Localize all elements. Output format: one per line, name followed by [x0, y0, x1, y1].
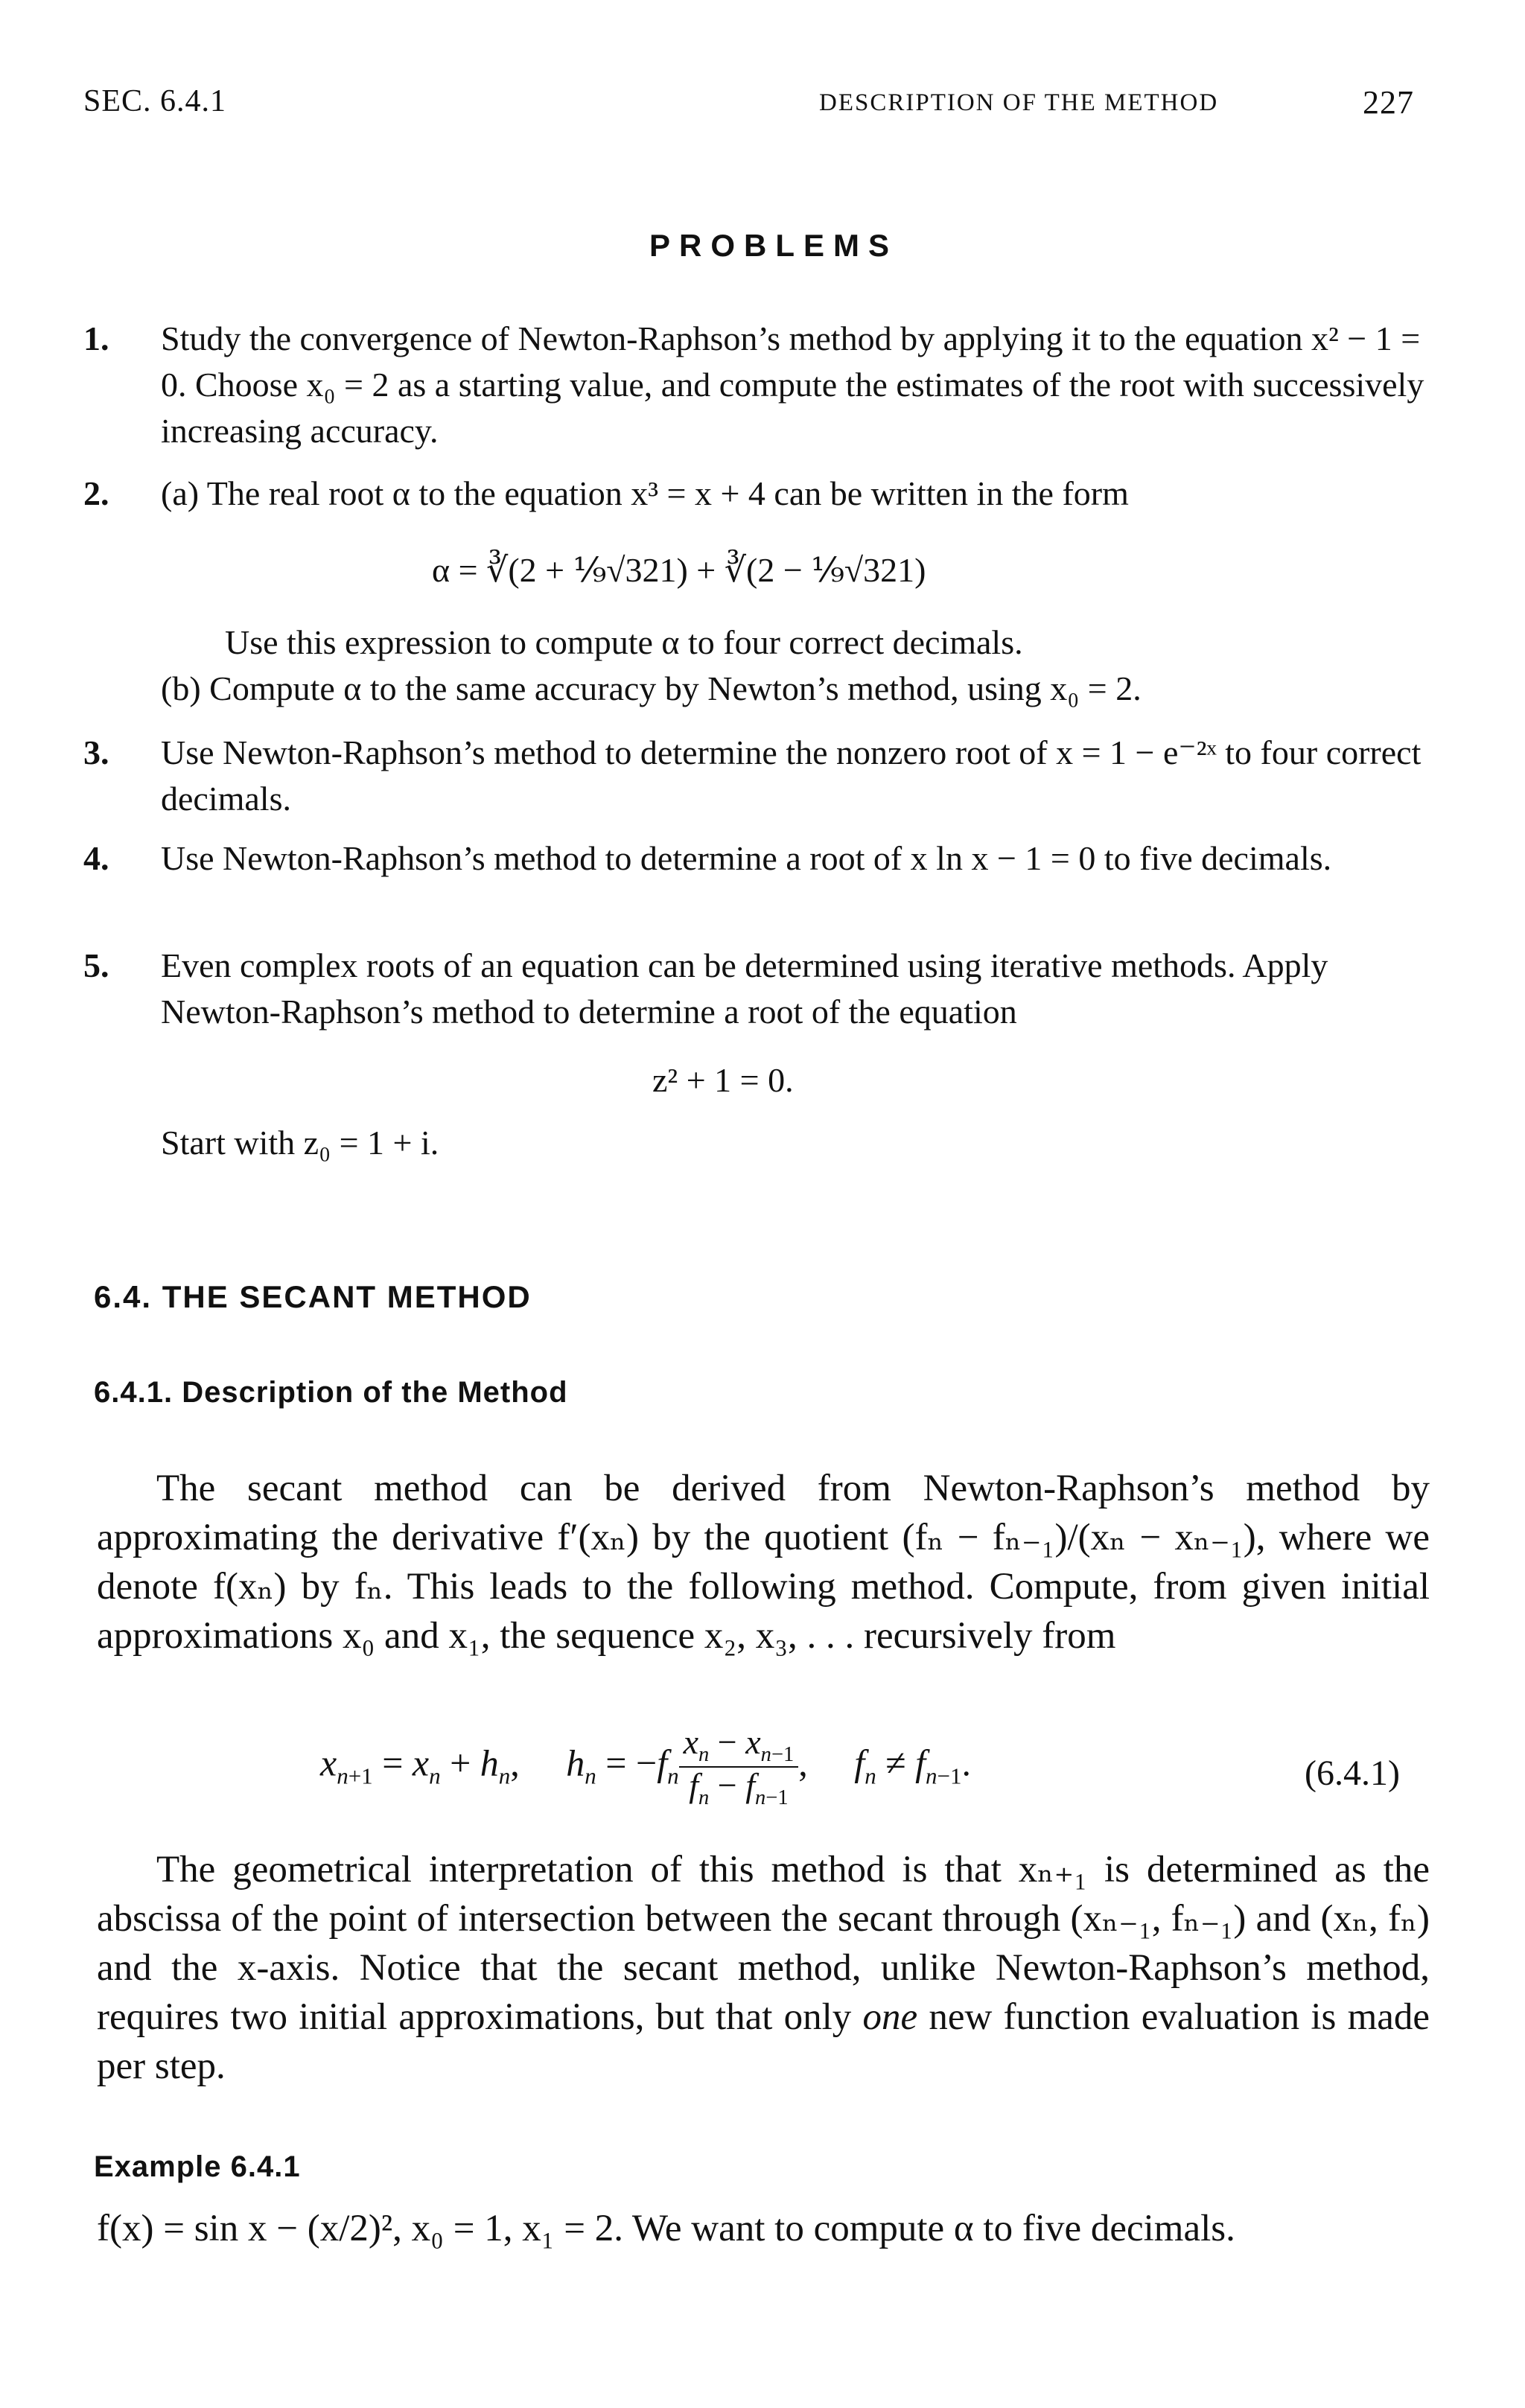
problem-4 — [83, 835, 1439, 882]
paragraph-2 — [97, 1845, 1430, 2091]
problem-number: 5. — [83, 946, 109, 984]
secant-equation: $x_{n+1} = x_n + h_n$, $h_n = -f_n$ $\frac{x_n - x_{n-1}}{f_n - f_{n-1}}$ , $f_n \ne f_{n-1}$. — [320, 1723, 972, 1810]
problem-number: 1. — [83, 319, 109, 357]
paragraph-2-end: new function evaluation is made per step. — [97, 1996, 1430, 2087]
problem-start-text: Start with z₀ = 1 + i. — [161, 1124, 439, 1162]
problem-5-start — [83, 1120, 1439, 1166]
section-heading: 6.4. THE SECANT METHOD — [94, 1279, 532, 1314]
paragraph-1 — [97, 1464, 1430, 1660]
problem-number: 2. — [83, 474, 109, 512]
page-number: 227 — [1363, 84, 1414, 121]
problems-heading: PROBLEMS — [649, 228, 898, 263]
problem-3 — [83, 730, 1439, 822]
problem-part-a: (a) The real root α to the equation x³ = x + 4 can be written in the form — [161, 474, 1129, 512]
running-header-section: SEC. 6.4.1 — [83, 84, 227, 118]
problem-number: 3. — [83, 733, 109, 771]
problem-text: Study the convergence of Newton-Raphson’s method by applying it to the equation x² − 1 = 0. Choose x₀ = 2 as a starting value, and compute the estimates of the root with successively increasing accuracy. — [161, 319, 1424, 450]
problem-text: Even complex roots of an equation can be determined using iterative methods. Apply Newton-Raphson’s method to determine a root of the equation — [161, 946, 1328, 1031]
example-text: f(x) = sin x − (x/2)², x₀ = 1, x₁ = 2. We want to compute α to five decimals. — [97, 2208, 1235, 2249]
problem-1 — [83, 316, 1439, 454]
equation-number: (6.4.1) — [1305, 1754, 1400, 1793]
problem-2 — [83, 471, 1439, 517]
subsection-heading: 6.4.1. Description of the Method — [94, 1376, 568, 1409]
problem-text: Use Newton-Raphson’s method to determine the nonzero root of x = 1 − e⁻²ˣ to four correct decimals. — [161, 733, 1421, 818]
problem-2-continued — [83, 619, 1439, 712]
problem-5 — [83, 943, 1439, 1035]
emphasis-word: one — [862, 1996, 918, 2038]
problem-text: Use Newton-Raphson’s method to determine a root of x ln x − 1 = 0 to five decimals. — [161, 839, 1332, 877]
equation-z: z² + 1 = 0. — [652, 1061, 794, 1099]
example-heading: Example 6.4.1 — [94, 2150, 301, 2183]
paragraph-1-text: The secant method can be derived from Newton-Raphson’s method by approximating the derivative f′(xₙ) by the quotient (fₙ − fₙ₋₁)/(xₙ − xₙ₋₁), where we denote f(xₙ) by fₙ. This leads to the following method. Compute, from given initial approximations x₀ and x₁, the sequence x₂, x₃, . . . recursively from — [97, 1468, 1430, 1657]
cardano-formula: α = ∛(2 + ⅑√321) + ∛(2 − ⅑√321) — [432, 551, 926, 589]
problem-number: 4. — [83, 839, 109, 877]
problem-part-b: (b) Compute α to the same accuracy by Newton’s method, using x₀ = 2. — [161, 669, 1142, 707]
running-header-title: DESCRIPTION OF THE METHOD — [819, 89, 1219, 116]
paragraph-2-text: The geometrical interpretation of this method is that xₙ₊₁ is determined as the abscissa of the point of intersection between the secant through (xₙ₋₁, fₙ₋₁) and (xₙ, fₙ) and the x-axis. Notice that the secant method, unlike Newton-Raphson’s method, requires two initial approximations, but that only — [97, 1849, 1430, 2038]
problem-part-a-2: Use this expression to compute α to four correct decimals. — [225, 623, 1023, 661]
